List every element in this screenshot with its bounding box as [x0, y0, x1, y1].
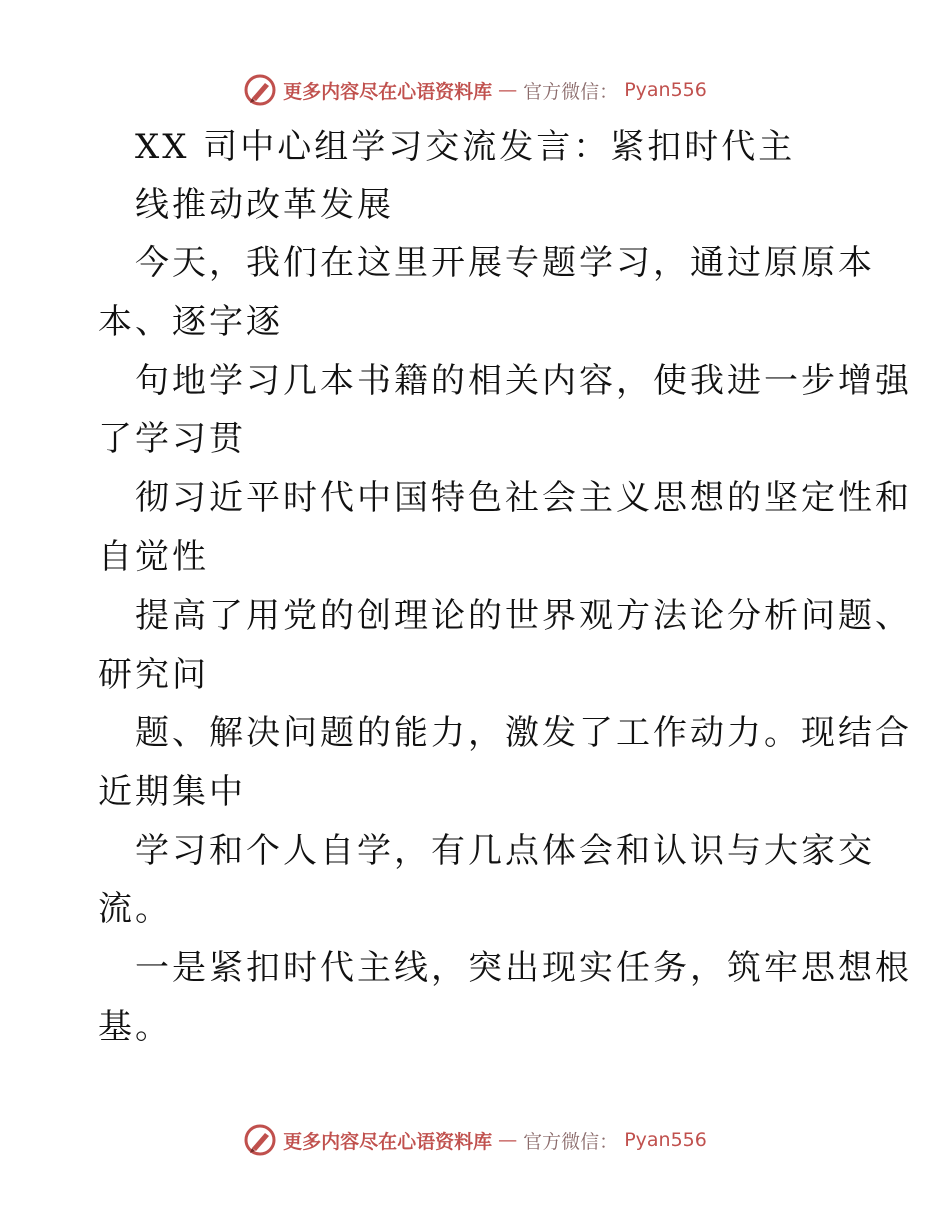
body-line: 句地学习几本书籍的相关内容，使我进一步增强	[135, 361, 912, 401]
body-line: 基。	[98, 1007, 172, 1047]
banner-separator: —	[498, 1129, 518, 1151]
pen-logo-icon	[243, 1123, 277, 1157]
document-title-line-1: XX 司中心组学习交流发言：紧扣时代主	[135, 127, 796, 167]
banner-title: 更多内容尽在心语资料库	[283, 1130, 493, 1153]
body-line: 学习和个人自学，有几点体会和认识与大家交	[135, 831, 875, 871]
body-line: 研究问	[98, 655, 209, 695]
document-title-line-2: 线推动改革发展	[135, 185, 394, 225]
body-line: 自觉性	[98, 537, 209, 577]
body-line: 提高了用党的创理论的世界观方法论分析问题、	[135, 596, 912, 636]
banner-wechat-id: Pyan556	[624, 1129, 707, 1151]
body-line: 近期集中	[98, 772, 246, 812]
banner-wechat-label: 官方微信：	[523, 1130, 619, 1153]
banner-title: 更多内容尽在心语资料库	[283, 80, 493, 103]
body-line: 一是紧扣时代主线，突出现实任务，筑牢思想根	[135, 948, 912, 988]
banner-wechat-id: Pyan556	[624, 79, 707, 101]
body-line: 彻习近平时代中国特色社会主义思想的坚定性和	[135, 478, 912, 518]
body-line: 流。	[98, 889, 172, 929]
body-line: 今天，我们在这里开展专题学习，通过原原本	[135, 243, 875, 283]
pen-logo-icon	[243, 73, 277, 107]
banner-separator: —	[498, 79, 518, 101]
footer-banner	[0, 1120, 950, 1160]
body-line: 题、解决问题的能力，激发了工作动力。现结合	[135, 713, 912, 753]
body-line: 了学习贯	[98, 419, 246, 459]
body-line: 本、逐字逐	[98, 302, 283, 342]
banner-wechat-label: 官方微信：	[523, 80, 619, 103]
header-banner	[0, 70, 950, 110]
